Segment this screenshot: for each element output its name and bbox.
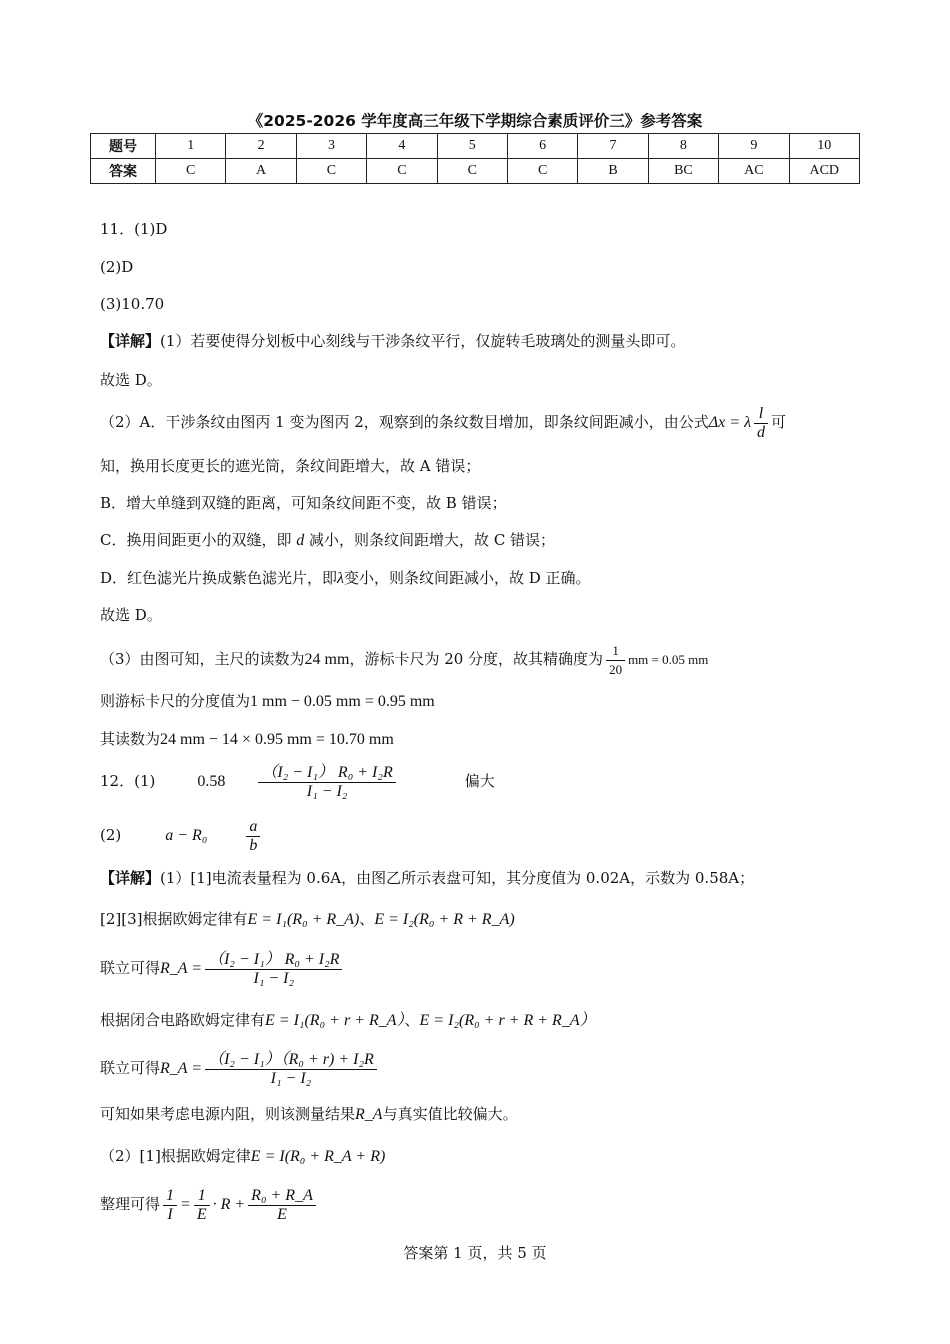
q12-detail-5 (100, 1048, 380, 1089)
q12-detail-8-pre: 整理可得 (100, 1195, 161, 1213)
page-footer: 答案第 1 页，共 5 页 (403, 1244, 547, 1262)
ra-symbol: R_A = (160, 1060, 203, 1077)
ra-symbol: R_A = (160, 960, 203, 977)
q11-option-c (100, 530, 555, 551)
table-cell: C (367, 159, 437, 184)
q11-detail-3-line2 (100, 691, 435, 712)
q12-detail-7-pre: （2）[1]根据欧姆定律 (100, 1147, 251, 1165)
variable-lambda: λ (337, 570, 344, 587)
fraction-a-over-b (246, 818, 260, 855)
fraction-numerator: 1 (606, 642, 625, 661)
fraction-numerator: l (754, 405, 768, 424)
table-cell: 1 (156, 134, 226, 159)
precision-value: mm = 0.05 mm (628, 652, 709, 667)
table-cell: 4 (367, 134, 437, 159)
table-cell: 3 (296, 134, 366, 159)
q11-detail-2 (100, 402, 786, 443)
table-cell: 8 (648, 134, 718, 159)
q11-option-b: B．增大单缝到双缝的距离，可知条纹间距不变，故 B 错误； (100, 494, 507, 512)
final-reading: 24 mm − 14 × 0.95 mm = 10.70 mm (160, 731, 394, 748)
fraction-denominator: I₁ − I₂ (270, 1069, 312, 1087)
table-cell: ACD (789, 159, 859, 184)
equation-closed-1: E = I₁(R₀ + r + R_A） (265, 1012, 405, 1029)
fraction-1-over-i (163, 1187, 177, 1224)
q12-label-2: (2) (100, 826, 122, 844)
equation-ohm-3: E = I(R₀ + R_A + R) (250, 1148, 386, 1165)
table-cell: 2 (226, 134, 296, 159)
separator: 、 (404, 1011, 420, 1029)
detail-label: 【详解】 (100, 332, 161, 350)
q11-detail-3-line2-pre: 则游标卡尺的分度值为 (100, 692, 251, 710)
lianli-text: 联立可得 (100, 1059, 161, 1077)
fraction-denominator: I₁ − I₂ (253, 969, 295, 987)
fraction-numerator: 1 (194, 1187, 210, 1206)
fraction-denominator: E (277, 1205, 287, 1223)
q12-answer-1 (100, 761, 495, 802)
q11-detail-3-line3-pre: 其读数为 (100, 730, 161, 748)
fraction-numerator: a (246, 818, 260, 837)
fraction-denominator: I₁ − I₂ (306, 782, 348, 800)
q11-choose-1: 故选 D。 (100, 371, 162, 389)
q12-detail-6-post: 与真实值比较偏大。 (382, 1105, 518, 1123)
fraction-denominator: E (196, 1205, 207, 1223)
q12-detail-1-text: (1）[1]电流表量程为 0.6A，由图乙所示表盘可知，其分度值为 0.02A，示数为 0.58A； (160, 869, 755, 887)
q11-option-d (100, 568, 591, 589)
table-cell: C (296, 159, 366, 184)
q11-answer-3: (3)10.70 (100, 295, 165, 313)
equation-closed-2: E = I₂(R₀ + r + R + R_A） (419, 1012, 596, 1029)
q12-detail-4 (100, 1010, 596, 1031)
table-cell: C (507, 159, 577, 184)
table-cell: 9 (719, 134, 789, 159)
q12-label-1: 12．(1) (100, 772, 156, 790)
table-cell: 7 (578, 134, 648, 159)
q11-option-c-post: 减小，则条纹间距增大，故 C 错误； (309, 531, 556, 549)
q11-detail-3 (100, 640, 708, 679)
q12-detail-2 (100, 909, 515, 930)
q11-detail-3-mid: ，游标卡尺为 20 分度，故其精确度为 (349, 650, 604, 668)
q12-detail-4-pre: 根据闭合电路欧姆定律有 (100, 1011, 266, 1029)
separator: 、 (359, 910, 375, 928)
fraction-denominator: d (757, 423, 765, 441)
q11-detail-1-text: (1）若要使得分划板中心刻线与干涉条纹平行，仅旋转毛玻璃处的测量头即可。 (160, 332, 686, 350)
q11-detail-3-line3 (100, 729, 394, 750)
fraction-ra-2 (205, 1051, 377, 1088)
q12-value-3: 偏大 (464, 772, 495, 790)
table-cell: C (156, 159, 226, 184)
fraction-l-over-d (754, 405, 768, 442)
q11-detail-2-text: （2）A．干涉条纹由图丙 1 变为图丙 2，观察到的条纹数目增加，即条纹间距减小，由公式 (100, 413, 709, 431)
table-cell: A (226, 159, 296, 184)
table-cell: AC (719, 159, 789, 184)
answer-table (90, 133, 860, 184)
table-row-answers (91, 159, 860, 184)
equation-ohm-1: E = I₁(R₀ + R_A) (247, 911, 360, 928)
q12-value-1: 0.58 (197, 773, 226, 790)
table-row-numbers (91, 134, 860, 159)
fraction-ra-1 (205, 951, 342, 988)
q11-option-d-pre: D．红色滤光片换成紫色滤光片，即 (100, 569, 338, 587)
q12-detail-6 (100, 1104, 518, 1125)
fraction-numerator: 1 (163, 1187, 177, 1206)
detail-label: 【详解】 (100, 869, 161, 887)
table-cell: B (578, 159, 648, 184)
q12-value-4: a − R₀ (165, 827, 208, 844)
fraction-numerator: （I₂ − I₁）（R₀ + r) + I₂R (205, 1051, 377, 1070)
fraction-1-over-e (194, 1187, 210, 1224)
q12-answer-2 (100, 815, 263, 856)
formula-middle: · R + (212, 1196, 246, 1213)
q12-detail-3 (100, 948, 345, 989)
q11-detail-3-pre: （3）由图可知，主尺的读数为 (100, 650, 305, 668)
fraction-1-over-20 (606, 642, 625, 679)
q11-detail-2-line2: 知，换用长度更长的遮光筒，条纹间距增大，故 A 错误； (100, 457, 481, 475)
q11-option-d-post: 变小，则条纹间距减小，故 D 正确。 (343, 569, 591, 587)
equation-ohm-2: E = I₂(R₀ + R + R_A) (374, 911, 515, 928)
division-value: 1 mm − 0.05 mm = 0.95 mm (250, 693, 435, 710)
variable-d: d (296, 532, 305, 549)
table-cell: BC (648, 159, 718, 184)
table-cell: 6 (507, 134, 577, 159)
q11-choose-2: 故选 D。 (100, 606, 162, 624)
q11-answer-1: 11．(1)D (100, 220, 168, 238)
table-cell: C (437, 159, 507, 184)
row-header-number: 题号 (91, 134, 156, 159)
table-cell: 5 (437, 134, 507, 159)
q11-option-c-pre: C．换用间距更小的双缝，即 (100, 531, 292, 549)
fraction-denominator: 20 (609, 661, 623, 677)
q12-detail-7 (100, 1146, 385, 1167)
fraction-numerator: （I₂ − I₁） R₀ + I₂R (205, 951, 342, 970)
row-header-answer: 答案 (91, 159, 156, 184)
q12-detail-1 (100, 868, 754, 888)
main-scale-reading: 24 mm (304, 651, 350, 668)
fraction-ra-result (258, 764, 395, 801)
table-cell: 10 (789, 134, 859, 159)
q11-answer-2: (2)D (100, 258, 134, 276)
lianli-text: 联立可得 (100, 959, 161, 977)
q11-detail-1 (100, 331, 685, 351)
fraction-r-over-e (248, 1187, 316, 1224)
formula-dx: Δx = λ (708, 414, 751, 431)
fraction-denominator: I (167, 1205, 173, 1223)
q12-detail-8: 整理可得 $\frac{1}{I}$ = $\frac{1}{E}$ · R + $\frac{\text{R₀ + R\_A}}{E}$ (100, 1184, 319, 1225)
fraction-numerator: R₀ + R_A (248, 1187, 316, 1206)
variable-ra: R_A (355, 1106, 383, 1123)
q11-detail-2-tail: 可 (771, 413, 787, 431)
fraction-denominator: b (249, 836, 258, 854)
page-title: 《2025-2026 学年度高三年级下学期综合素质评价三》参考答案 (247, 112, 703, 130)
q12-detail-2-pre: [2][3]根据欧姆定律有 (100, 910, 248, 928)
q12-detail-6-pre: 可知如果考虑电源内阻，则该测量结果 (100, 1105, 356, 1123)
fraction-numerator: （I₂ − I₁） R₀ + I₂R (258, 764, 395, 783)
